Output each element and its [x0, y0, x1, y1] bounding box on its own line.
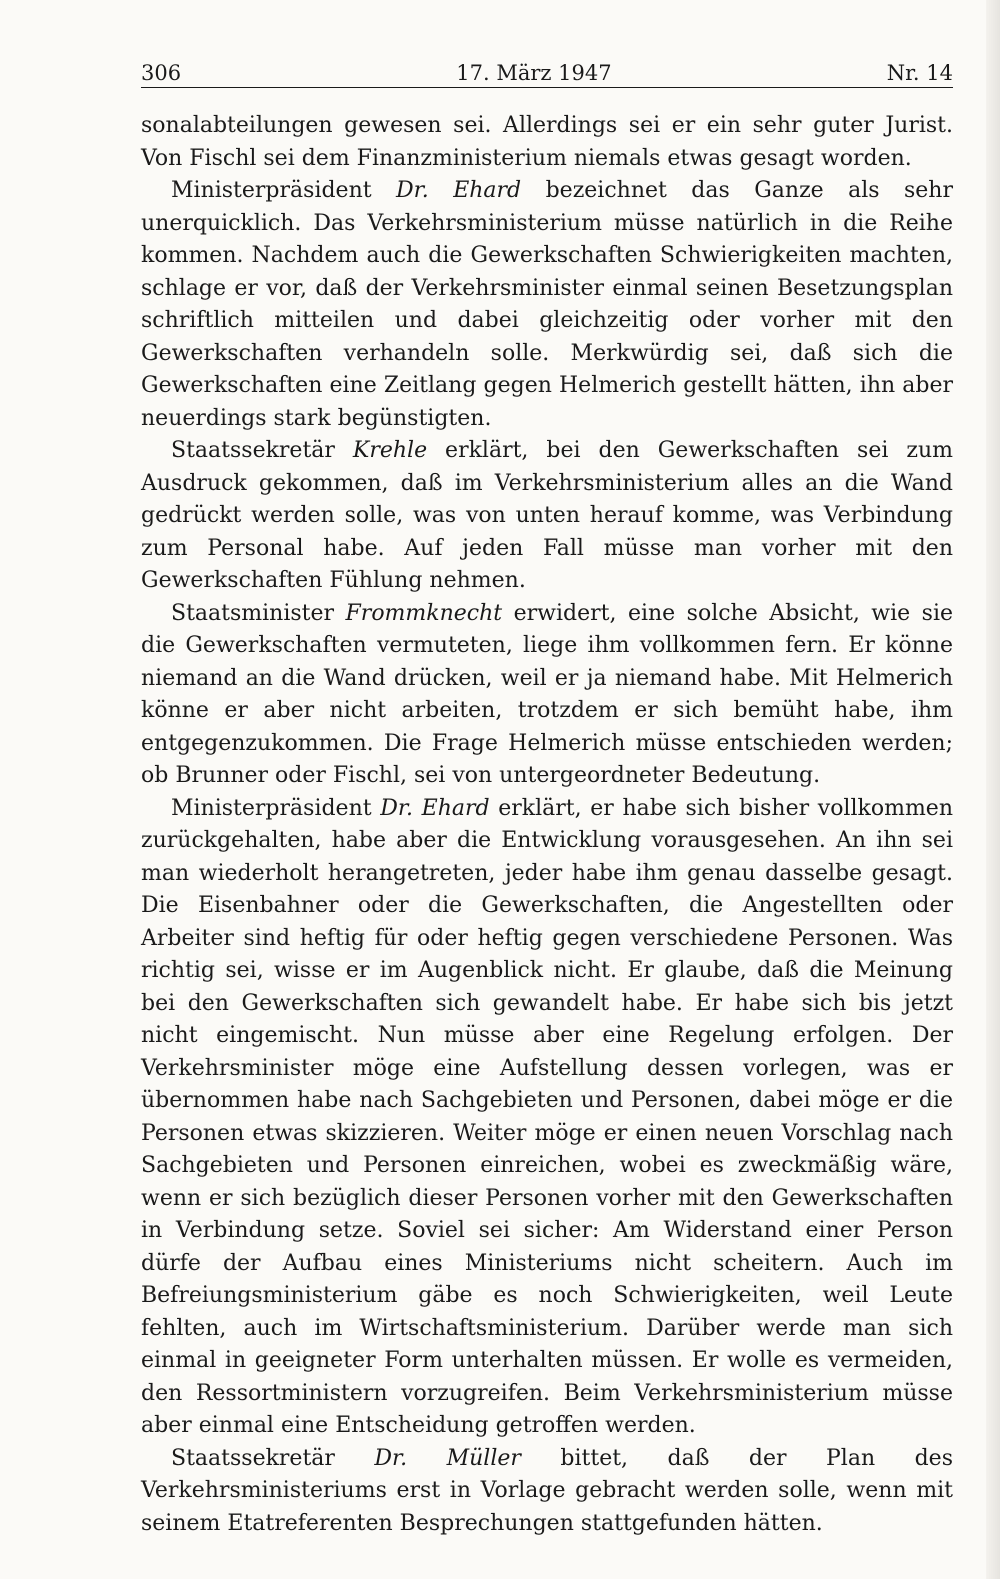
paragraph-text: erklärt, er habe sich bisher vollkommen zurückgehalten, habe aber die Entwicklung vorausgesehen. An ihn sei man wiederholt herangetreten, jeder habe ihm genau dasselbe gesagt. Die Eisenbahner oder die Gewerkschaften, die Angestellten oder Arbeiter sind heftig für oder heftig gegen verschiedene Personen. Was richtig sei, wisse er im Augenblick nicht. Er glaube, daß die Meinung bei den Gewerkschaften sich gewandelt habe. Er habe sich bis jetzt nicht eingemischt. Nun müsse aber eine Regelung erfolgen. Der Verkehrsminister möge eine Aufstellung dessen vorlegen, was er übernommen habe nach Sachgebieten und Personen, dabei möge er die Personen etwas skizzieren. Weiter möge er einen neuen Vorschlag nach Sachgebieten und Personen einreichen, wobei es zweckmäßig wäre, wenn er sich bezüglich dieser Personen vorher mit den Gewerkschaften in Verbindung setze. Soviel sei sicher: Am Widerstand einer Person dürfe der Aufbau eines Ministeriums nicht scheitern. Auch im Befreiungsministerium gäbe es noch Schwierigkeiten, weil Leute fehlten, auch im Wirtschaftsministerium. Darüber werde man sich einmal in geeigneter Form unterhalten müssen. Er wolle es vermeiden, den Ressortministern vorzugreifen. Beim Verkehrsministerium müsse aber einmal eine Entscheidung getroffen werden. — [141, 795, 953, 1438]
header-rule — [141, 87, 953, 88]
speaker-name: Dr. Ehard — [396, 178, 522, 203]
paragraph — [141, 110, 953, 175]
running-header — [141, 52, 953, 86]
speaker-name: Dr. Müller — [374, 1445, 521, 1471]
speaker-title: Ministerpräsident — [171, 795, 381, 821]
paragraph — [141, 435, 953, 598]
paragraph-text: erklärt, bei den Gewerkschaften sei zum Ausdruck gekommen, daß im Verkehrsministerium alles an die Wand gedrückt werden solle, was von unten herauf komme, was Verbindung zum Personal habe. Auf jeden Fall müsse man vorher mit den Gewerkschaften Fühlung nehmen. — [141, 438, 953, 593]
speaker-title: Staatsminister — [171, 600, 346, 626]
paragraph-text: sonalabteilungen gewesen sei. Allerdings sei er ein sehr guter Jurist. Von Fischl sei dem Finanzministerium niemals etwas gesagt worden. — [141, 113, 953, 171]
speaker-title: Staatssekretär — [171, 438, 353, 463]
issue-number: Nr. 14 — [886, 61, 953, 85]
body-text — [141, 110, 953, 1540]
paragraph-text: bezeichnet das Ganze als sehr unerquicklich. Das Verkehrsministerium müsse natürlich in die Reihe kommen. Nachdem auch die Gewerkschaften Schwierigkeiten machten, schlage er vor, daß der Verkehrsminister einmal seinen Besetzungsplan schriftlich mitteilen und dabei gleichzeitig oder vorher mit den Gewerkschaften verhandeln solle. Merkwürdig sei, daß sich die Gewerkschaften eine Zeitlang gegen Helmerich gestellt hätten, ihn aber neuerdings stark begünstigten. — [141, 178, 953, 431]
page-edge-shadow — [986, 0, 1000, 1579]
paragraph-text: erwidert, eine solche Absicht, wie sie die Gewerkschaften vermuteten, liege ihm vollkommen fern. Er könne niemand an die Wand drücken, weil er ja niemand habe. Mit Helmerich könne er aber nicht arbeiten, trotzdem er sich bemüht habe, ihm entgegenzukommen. Die Frage Helmerich müsse entschieden werden; ob Brunner oder Fischl, sei von untergeordneter Bedeutung. — [141, 600, 954, 788]
speaker-title: Staatssekretär — [171, 1445, 375, 1471]
paragraph — [141, 175, 953, 435]
paragraph — [141, 598, 953, 793]
speaker-title: Ministerpräsident — [171, 178, 397, 203]
header-date: 17. März 1947 — [456, 61, 612, 85]
paragraph — [141, 1443, 953, 1541]
page-number: 306 — [141, 61, 182, 85]
paragraph — [141, 793, 953, 1443]
speaker-name: Dr. Ehard — [380, 795, 490, 821]
paragraph-text: bittet, daß der Plan des Verkehrsministeriums erst in Vorlage gebracht werden solle, wenn mit seinem Etatreferenten Besprechungen stattgefunden hätten. — [141, 1445, 953, 1536]
speaker-name: Krehle — [352, 438, 428, 463]
speaker-name: Frommknecht — [345, 600, 503, 626]
